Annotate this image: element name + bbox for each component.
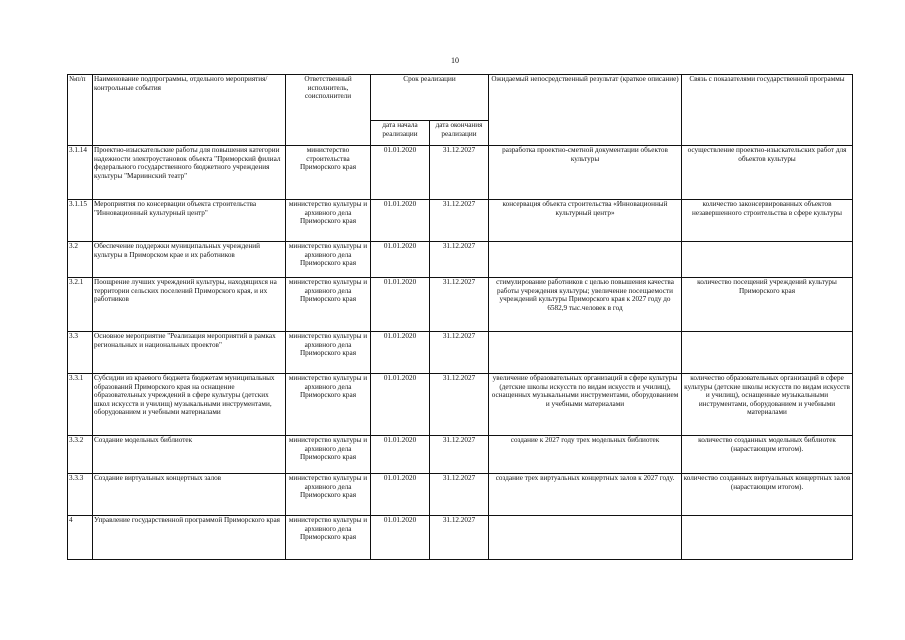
row-end-date: 31.12.2027 (430, 436, 489, 474)
table-row (68, 436, 853, 474)
row-end-date: 31.12.2027 (430, 242, 489, 278)
row-expected-result: увеличение образовательных организаций в сфере культуры (детские школы искусств по видам искусств и училищ), оснащенных музыкальными инструментами, оборудованием и учебными материалами (489, 374, 682, 436)
row-name: Обеспечение поддержки муниципальных учреждений культуры в Приморском крае и их работников (93, 242, 286, 278)
row-executor: министерство культуры и архивного дела Приморского края (286, 374, 371, 436)
row-number: 3.1.15 (68, 200, 93, 242)
row-end-date: 31.12.2027 (430, 474, 489, 516)
row-end-date: 31.12.2027 (430, 278, 489, 332)
row-indicator-link (682, 332, 853, 374)
row-number: 3.3.1 (68, 374, 93, 436)
row-start-date: 01.01.2020 (371, 278, 430, 332)
header-name: Наименование подпрограммы, отдельного мероприятия/контрольные события (93, 75, 286, 146)
row-expected-result (489, 332, 682, 374)
header-link: Связь с показателями государственной программы (682, 75, 853, 146)
table-row (68, 374, 853, 436)
row-start-date: 01.01.2020 (371, 200, 430, 242)
row-expected-result: создание к 2027 году трех модельных библиотек (489, 436, 682, 474)
row-executor: министерство строительства Приморского края (286, 146, 371, 200)
header-result: Ожидаемый непосредственный результат (краткое описание) (489, 75, 682, 146)
row-name: Проектно-изыскательские работы для повышения категории надежности электроустановок объекта "Приморский филиал федерального государственного бюджетного учреждения культуры "Мариинский театр" (93, 146, 286, 200)
row-end-date: 31.12.2027 (430, 332, 489, 374)
row-name: Основное мероприятие "Реализация мероприятий в рамках региональных и национальных проектов" (93, 332, 286, 374)
row-indicator-link: количество образовательных организаций в сфере культуры (детские школы искусств по видам искусств и училищ), оснащенные музыкальными инструментами, оборудованием и учебными материалами (682, 374, 853, 436)
row-indicator-link (682, 242, 853, 278)
row-end-date: 31.12.2027 (430, 200, 489, 242)
header-start: дата начала реализации (371, 121, 430, 146)
row-expected-result (489, 242, 682, 278)
row-name: Субсидии из краевого бюджета бюджетам муниципальных образований Приморского края на оснащение образовательных учреждений в сфере культуры (детских школ искусств и училищ) музыкальными инструментами, оборудованием и учебными материалами (93, 374, 286, 436)
row-start-date: 01.01.2020 (371, 374, 430, 436)
table-row (68, 242, 853, 278)
row-executor: министерство культуры и архивного дела Приморского края (286, 200, 371, 242)
row-start-date: 01.01.2020 (371, 332, 430, 374)
row-name: Поощрение лучших учреждений культуры, находящихся на территории сельских поселений Приморского края, и их работников (93, 278, 286, 332)
row-start-date: 01.01.2020 (371, 436, 430, 474)
row-executor: министерство культуры и архивного дела Приморского края (286, 436, 371, 474)
row-start-date: 01.01.2020 (371, 474, 430, 516)
row-indicator-link: количество созданных виртуальных концертных залов (нарастающим итогом). (682, 474, 853, 516)
row-expected-result: стимулирование работников с целью повышения качества работы учреждения культуры; увеличение посещаемости учреждений культуры Приморского края к 2027 году до 6582,9 тыс.человек в год (489, 278, 682, 332)
row-name: Мероприятия по консервации объекта строительства "Инновационный культурный центр" (93, 200, 286, 242)
row-end-date: 31.12.2027 (430, 516, 489, 560)
row-executor: министерство культуры и архивного дела Приморского края (286, 242, 371, 278)
row-start-date: 01.01.2020 (371, 516, 430, 560)
table-row (68, 332, 853, 374)
table-row (68, 474, 853, 516)
row-start-date: 01.01.2020 (371, 242, 430, 278)
table-row (68, 200, 853, 242)
header-executor: Ответственный исполнитель, соисполнители (286, 75, 371, 146)
row-expected-result: консервация объекта строительства «Инновационный культурный центр» (489, 200, 682, 242)
row-number: 3.2 (68, 242, 93, 278)
row-expected-result: создание трех виртуальных концертных залов к 2027 году. (489, 474, 682, 516)
row-indicator-link: осуществление проектно-изыскательских работ для объектов культуры (682, 146, 853, 200)
table-row (68, 516, 853, 560)
table-body (68, 146, 853, 560)
row-number: 3.3.2 (68, 436, 93, 474)
row-indicator-link: количество посещений учреждений культуры Приморского края (682, 278, 853, 332)
row-name: Управление государственной программой Приморского края (93, 516, 286, 560)
row-expected-result: разработка проектно-сметной документации объектов культуры (489, 146, 682, 200)
activities-table (67, 74, 853, 560)
row-executor: министерство культуры и архивного дела Приморского края (286, 516, 371, 560)
table-row (68, 278, 853, 332)
header-end: дата окончания реализации (430, 121, 489, 146)
row-end-date: 31.12.2027 (430, 374, 489, 436)
row-executor: министерство культуры и архивного дела Приморского края (286, 332, 371, 374)
header-num: №п/п (68, 75, 93, 146)
row-indicator-link: количество созданных модельных библиотек (нарастающим итогом). (682, 436, 853, 474)
row-executor: министерство культуры и архивного дела Приморского края (286, 474, 371, 516)
row-number: 3.3 (68, 332, 93, 374)
row-number: 3.1.14 (68, 146, 93, 200)
page-number: 10 (451, 56, 459, 65)
row-indicator-link (682, 516, 853, 560)
header-period: Срок реализации (371, 75, 489, 121)
row-start-date: 01.01.2020 (371, 146, 430, 200)
row-name: Создание виртуальных концертных залов (93, 474, 286, 516)
row-name: Создание модельных библиотек (93, 436, 286, 474)
row-number: 4 (68, 516, 93, 560)
row-number: 3.3.3 (68, 474, 93, 516)
row-expected-result (489, 516, 682, 560)
row-end-date: 31.12.2027 (430, 146, 489, 200)
table-row (68, 146, 853, 200)
row-number: 3.2.1 (68, 278, 93, 332)
row-executor: министерство культуры и архивного дела Приморского края (286, 278, 371, 332)
row-indicator-link: количество законсервированных объектов незавершенного строительства в сфере культуры (682, 200, 853, 242)
